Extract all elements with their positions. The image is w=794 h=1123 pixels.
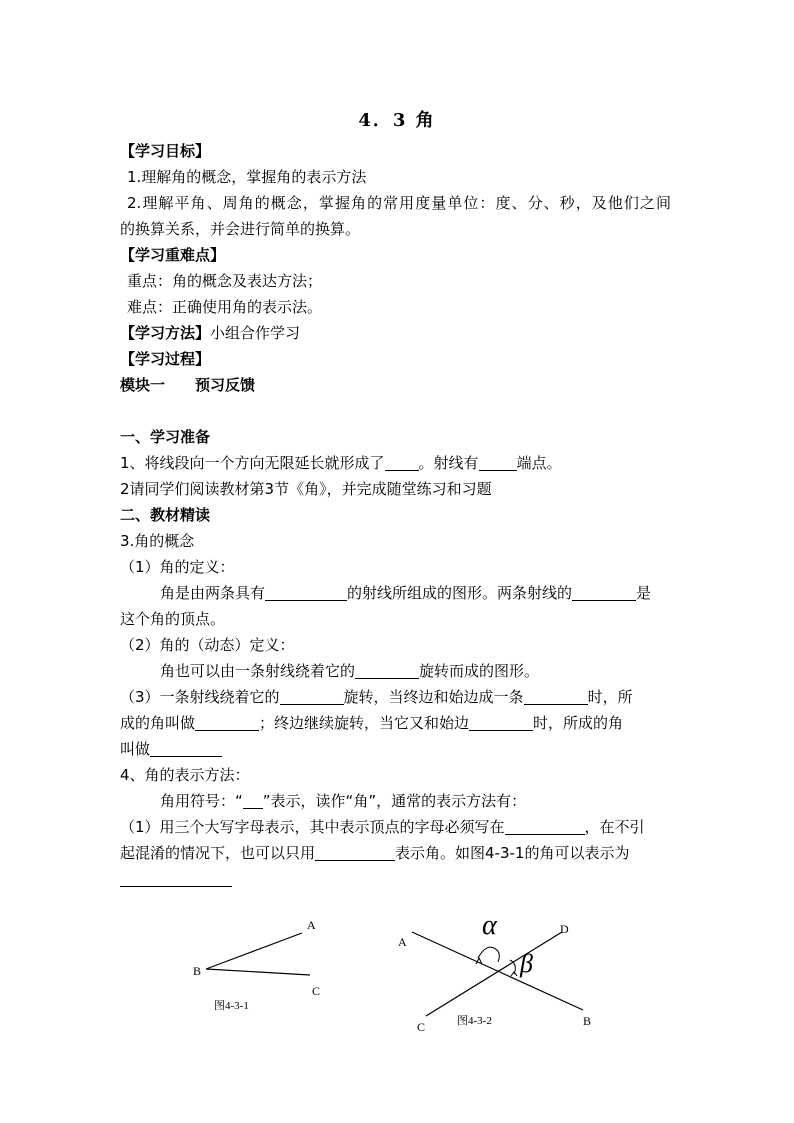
- rep1-text-c: 起混淆的情况下，也可以只用: [120, 844, 316, 862]
- symbol-text-a: 角用符号：“: [160, 792, 243, 810]
- symbol-line: [160, 791, 526, 811]
- prep-q1-text-b: 。射线有: [418, 454, 479, 472]
- answer-blank[interactable]: [195, 714, 259, 731]
- module-label: 模块一: [120, 376, 166, 394]
- def3-text-d: 成的角叫做: [120, 714, 196, 732]
- def2-label: （2）角的（动态）定义：: [120, 636, 295, 654]
- def3-text-g: 叫做: [120, 740, 151, 758]
- figure-4-3-1: [180, 905, 350, 1020]
- objective-2-line2: 的换算关系，并会进行简单的换算。: [120, 220, 361, 238]
- method-heading: 【学习方法】: [120, 324, 211, 342]
- answer-blank[interactable]: [572, 584, 636, 601]
- page-title: 4．3 角: [358, 110, 436, 131]
- process-heading: 【学习过程】: [120, 350, 211, 368]
- rep1-line2: [120, 843, 629, 863]
- answer-blank[interactable]: [479, 454, 517, 471]
- answer-blank[interactable]: [355, 662, 419, 679]
- alpha-symbol: α: [482, 910, 497, 941]
- difficulty-point: 难点：正确使用角的表示法。: [127, 298, 323, 316]
- def3-text-a: （3）一条射线绕着它的: [120, 688, 280, 706]
- key-point: 重点：角的概念及表达方法；: [127, 272, 323, 290]
- symbol-text-b: ”表示，读作“角”，通常的表示方法有：: [262, 792, 527, 810]
- beta-symbol: β: [520, 949, 533, 978]
- prep-q1: [120, 453, 562, 473]
- label-c: C: [417, 1020, 426, 1034]
- answer-blank[interactable]: [469, 714, 533, 731]
- rep1-line1: [120, 817, 645, 837]
- def1-text-b: 的射线所组成的图形。两条射线的: [347, 584, 573, 602]
- prep-q1-text-c: 端点。: [516, 454, 562, 472]
- rep1-text-b: ，在不引: [584, 818, 645, 836]
- module-line: [120, 375, 255, 395]
- ray-bc: [206, 969, 310, 975]
- def2-text-a: 角也可以由一条射线绕着它的: [160, 662, 356, 680]
- figure-4-3-2: [390, 900, 620, 1040]
- rep1-line3: [120, 869, 232, 889]
- answer-blank[interactable]: [120, 870, 232, 887]
- def2-text-b: 旋转而成的图形。: [419, 662, 540, 680]
- rep1-text-a: （1）用三个大写字母表示，其中表示顶点的字母必须写在: [120, 818, 505, 836]
- answer-blank[interactable]: [385, 454, 419, 471]
- def1-text-c: 是: [636, 584, 652, 602]
- def3-line2: [120, 713, 623, 733]
- answer-blank[interactable]: [243, 792, 263, 809]
- line-cd: [426, 932, 562, 1016]
- prep-q1-text-a: 1、将线段向一个方向无限延长就形成了: [120, 454, 385, 472]
- rep1-text-d: 表示角。如图4-3-1的角可以表示为: [395, 844, 630, 862]
- answer-blank[interactable]: [505, 818, 585, 835]
- answer-blank[interactable]: [280, 688, 344, 705]
- answer-blank[interactable]: [524, 688, 588, 705]
- def3-text-c: 时，所: [587, 688, 633, 706]
- key-points-heading: 【学习重难点】: [120, 246, 226, 264]
- def3-text-b: 旋转，当终边和始边成一条: [343, 688, 524, 706]
- prep-heading: 一、学习准备: [120, 428, 211, 446]
- subsection-3: 3.角的概念: [120, 532, 195, 550]
- def3-line3: [120, 739, 222, 759]
- objectives-heading: 【学习目标】: [120, 142, 211, 160]
- answer-blank[interactable]: [315, 844, 395, 861]
- label-b: B: [193, 964, 202, 978]
- answer-blank[interactable]: [265, 584, 347, 601]
- objective-2-line1: 2.理解平角、周角的概念，掌握角的常用度量单位：度、分、秒，及他们之间: [127, 194, 671, 212]
- label-b: B: [583, 1014, 592, 1028]
- def3-text-e: ；终边继续旋转，当它又和始边: [259, 714, 470, 732]
- answer-blank[interactable]: [150, 740, 222, 757]
- def2-line: [160, 661, 539, 681]
- figure-caption: 图4-3-1: [214, 1000, 249, 1012]
- figure-caption: 图4-3-2: [457, 1015, 492, 1027]
- method-text: 小组合作学习: [210, 324, 301, 342]
- label-a: A: [398, 935, 407, 949]
- ray-ba: [206, 933, 302, 969]
- def1-line2: 这个角的顶点。: [120, 610, 226, 628]
- def3-text-f: 时，所成的角: [533, 714, 624, 732]
- alpha-arc: [478, 947, 499, 962]
- def3-line1: [120, 687, 633, 707]
- module-name: 预习反馈: [195, 376, 256, 394]
- objective-1: 1.理解角的概念，掌握角的表示方法: [127, 168, 367, 186]
- method-line: [120, 323, 300, 343]
- def1-line1: [160, 583, 651, 603]
- def1-label: （1）角的定义：: [120, 558, 235, 576]
- label-c: C: [312, 984, 321, 998]
- def1-text-a: 角是由两条具有: [160, 584, 266, 602]
- subsection-4: 4、角的表示方法：: [120, 766, 250, 784]
- label-a: A: [307, 918, 316, 932]
- prep-q2: 2请同学们阅读教材第3节《角》，并完成随堂练习和习题: [120, 480, 492, 498]
- line-ab: [412, 932, 583, 1010]
- label-d: D: [560, 922, 569, 936]
- reading-heading: 二、教材精读: [120, 506, 211, 524]
